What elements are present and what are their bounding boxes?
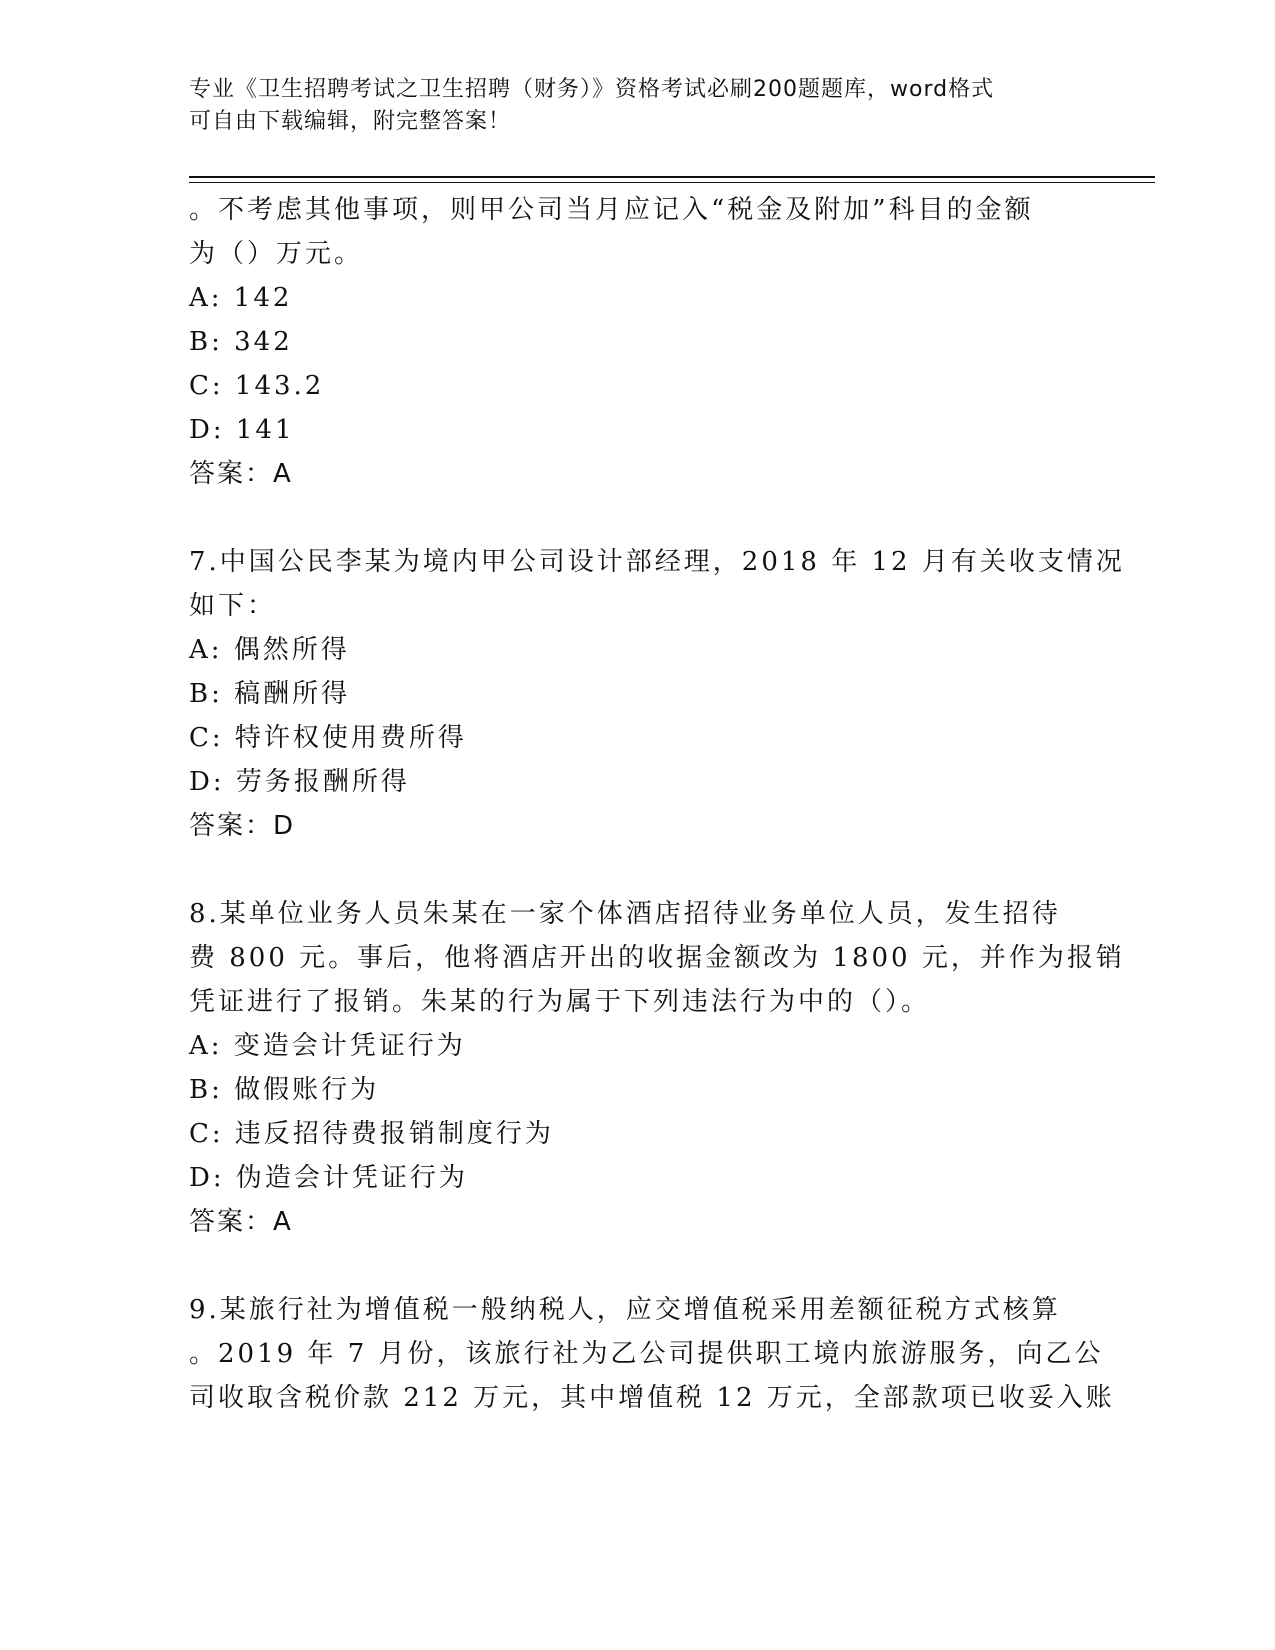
header-line-2: 可自由下载编辑，附完整答案！ [189,109,512,134]
header-line-1: 专业《卫生招聘考试之卫生招聘（财务）》资格考试必刷200题题库，word格式 [189,77,995,102]
question-text-line: 为（）万元。 [189,239,364,269]
question-text-line: 司收取含税价款 212 万元，其中增值税 12 万元，全部款项已收妥入账 [189,1383,1115,1413]
option-c: C: 143.2 [189,371,325,401]
header-divider-thick [189,176,1155,178]
question-content [189,188,1125,1420]
option-b: B: 稿酬所得 [189,679,351,709]
question-text-line: 9.某旅行社为增值税一般纳税人，应交增值税采用差额征税方式核算 [189,1295,1061,1325]
question-block [189,892,1125,1244]
answer-line: 答案：A [189,1207,293,1237]
option-c: C: 违反招待费报销制度行为 [189,1119,554,1149]
question-text-line: 费 800 元。事后，他将酒店开出的收据金额改为 1800 元，并作为报销 [189,943,1125,973]
block-spacer [189,848,1089,892]
question-text-line: 。不考虑其他事项，则甲公司当月应记入“税金及附加”科目的金额 [189,195,1034,225]
header-divider-thin [189,182,1155,183]
option-d: D: 伪造会计凭证行为 [189,1163,468,1193]
question-text-line: 8.某单位业务人员朱某在一家个体酒店招待业务单位人员，发生招待 [189,899,1061,929]
page-header [189,74,1069,138]
option-a: A: 变造会计凭证行为 [189,1031,466,1061]
question-text-line: 。2019 年 7 月份，该旅行社为乙公司提供职工境内旅游服务，向乙公 [189,1339,1104,1369]
block-spacer [189,496,1089,540]
question-text-line: 如下： [189,591,277,621]
option-d: D: 劳务报酬所得 [189,767,410,797]
option-a: A: 142 [189,283,293,313]
option-a: A: 偶然所得 [189,635,350,665]
block-spacer [189,1244,1089,1288]
option-d: D: 141 [189,415,295,445]
answer-line: 答案：A [189,459,293,489]
question-text-line: 7.中国公民李某为境内甲公司设计部经理，2018 年 12 月有关收支情况 [189,547,1125,577]
option-b: B: 342 [189,327,293,357]
question-block [189,1288,1115,1420]
answer-line: 答案：D [189,811,296,841]
question-block [189,540,1125,848]
question-text-line: 凭证进行了报销。朱某的行为属于下列违法行为中的（）。 [189,987,931,1017]
option-c: C: 特许权使用费所得 [189,723,467,753]
option-b: B: 做假账行为 [189,1075,380,1105]
question-block [189,188,1089,496]
